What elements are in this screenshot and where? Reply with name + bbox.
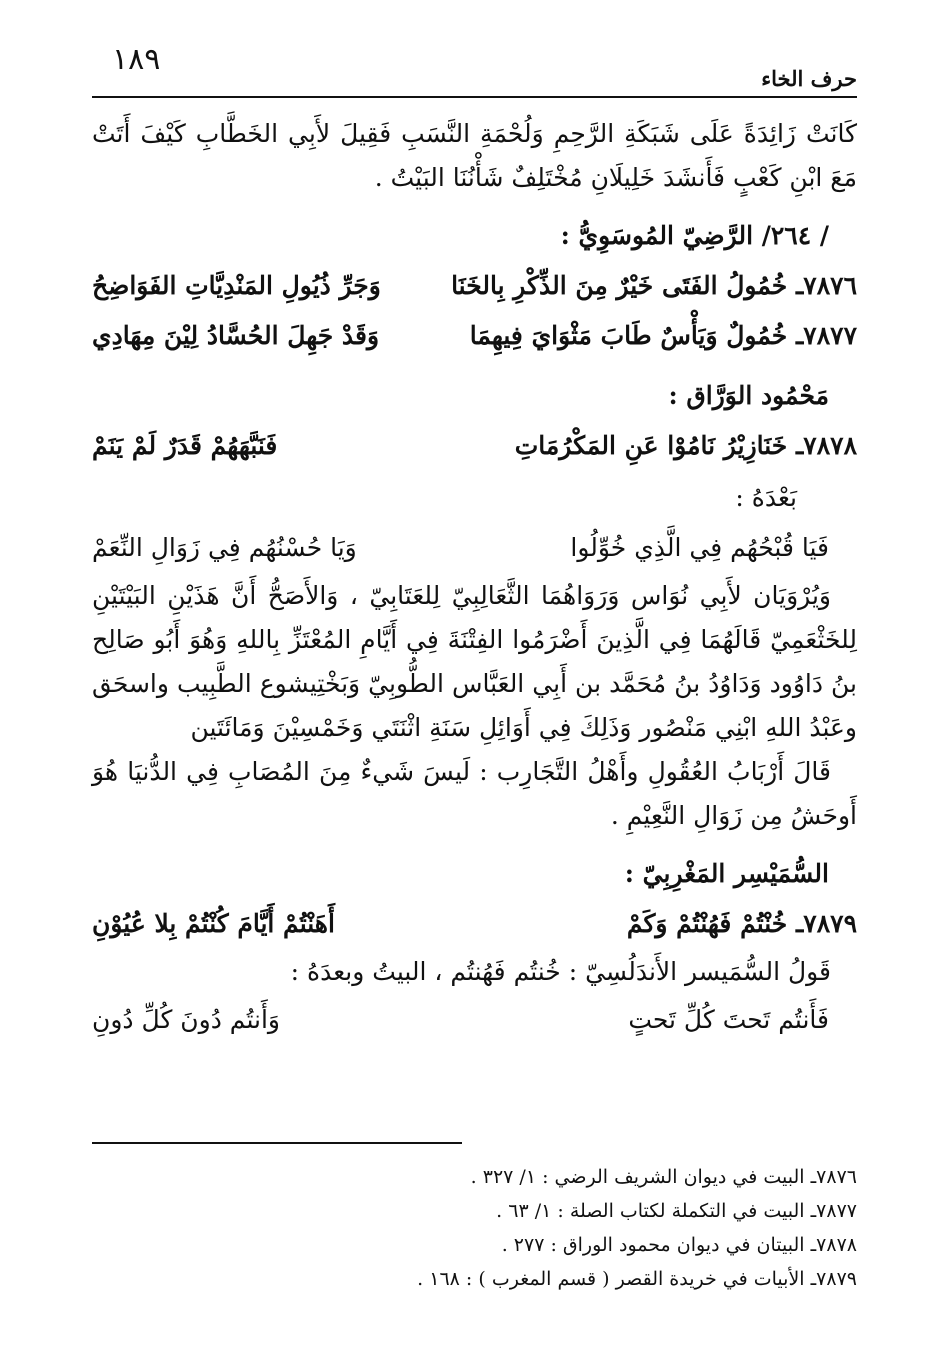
after-label: بَعْدَهُ : <box>735 483 797 512</box>
verse-first-hemistich: ٧٨٧٩ـ خُنْتُمْ فَهُنْتُمْ وَكَمْ <box>626 909 857 938</box>
verse-after <box>92 524 857 572</box>
poet-heading-warraq: مَحْمُود الوَرَّاق : <box>668 381 829 410</box>
verse-first-hemistich: فَيَا قُبْحُهُم فِي الَّذِي خُوِّلُوا <box>570 533 829 562</box>
verse-second-hemistich: وَيَا حُسْنُهُم فِي زَوَالِ النِّعَمْ <box>92 533 357 562</box>
running-head: حرف الخاء <box>761 66 857 91</box>
footnote: ٧٨٧٩ـ الأبيات في خريدة القصر ( قسم المغرب ) : ١٦٨ . <box>417 1268 857 1290</box>
main-text <box>92 112 857 1046</box>
commentary-paragraph: وَيُرْوَيَان لأَبِي نُوَاس وَرَوَاهُمَا الثَّعَالِبِيّ لِلعَتَابِيّ ، وَالأَصَحُّ أَنَّ هَذَيْنِ البَيْتَيْنِ لِلخَثْعَمِيّ قَالَهُمَا فِي الَّذِينَ أَضْرَمُوا الفِتْنَةَ فِي أَيَّامِ المُعْتَزِّ بِاللهِ وَهُوَ أَبُو صَالِح بنُ دَاوُود وَدَاوُدُ بنُ مُحَمَّد بن أَبِي العَبَّاس الطُّوبِيّ وَبَخْتِيشوع الطَّبِيب واسحَق وعَبْدُ اللهِ ابْنِي مَنْصُور وَذَلِكَ فِي أَوَائِلِ سَنَةِ اثْنَتَي وَخَمْسِيْنَ وَمَائَتَين <box>92 581 857 742</box>
verse-last <box>92 996 857 1044</box>
page-number: ١٨٩ <box>112 42 161 77</box>
sumaysir-note: قَولُ السُّمَيسر الأَندَلُسِيّ : خُنتُم فَهُنتُم ، البيتُ وبعدَهُ : <box>290 957 831 986</box>
verse-7879 <box>92 900 857 948</box>
verse-second-hemistich: وَأَنتُم دُونَ كُلِّ دُونِ <box>92 1005 280 1034</box>
verse-second-hemistich: فَنَبَّهَهُمْ قَدَرٌ لَمْ يَنَمْ <box>92 431 278 460</box>
verse-second-hemistich: وَجَرِّ ذُيُولِ المَنْدِيَّاتِ الفَوَاضِحُ <box>92 271 381 300</box>
sayings-paragraph: قَالَ أَرْبَابُ العُقُولِ وأَهْلُ التَّجَارِب : لَيسَ شَيءٌ مِنَ المُصَابِ فِي الدُّنيَا هُوَ أَوحَشُ مِن زَوَالِ النَّعِيْمِ . <box>92 757 857 830</box>
header-rule <box>92 96 857 98</box>
page-header <box>92 42 857 98</box>
verse-7876 <box>92 262 857 310</box>
verse-first-hemistich: فَأَنتُم تَحتَ كُلِّ تَحتٍ <box>628 1005 829 1034</box>
verse-7878 <box>92 422 857 470</box>
footnote: ٧٨٧٨ـ البيتان في ديوان محمود الوراق : ٢٧٧ . <box>501 1234 857 1256</box>
verse-second-hemistich: وَقَدْ جَهِلَ الحُسَّادُ لِيْنَ مِهَادِي <box>92 321 380 350</box>
footnote-rule <box>92 1142 462 1144</box>
verse-first-hemistich: ٧٨٧٨ـ خَنَازِيْرُ نَامُوْا عَنِ المَكْرُمَاتِ <box>514 431 857 460</box>
intro-paragraph: كَانَتْ زَائِدَةً عَلَى شَبَكَةِ الرَّحِمِ وَلُحْمَةِ النَّسَبِ فَقِيلَ لأَبِي الخَطَّابِ كَيْفَ أَتَتْ مَعَ ابْنِ كَعْبٍ فَأَنشَدَ خَلِيلَانِ مُخْتَلِفٌ شَأْنُنَا البَيْتُ . <box>92 119 857 192</box>
footnote: ٧٨٧٧ـ البيت في التكملة لكتاب الصلة : ١/ ٦٣ . <box>496 1200 857 1222</box>
verse-7877 <box>92 312 857 360</box>
verse-first-hemistich: ٧٨٧٦ـ خُمُولُ الفَتَى خَيْرٌ مِنَ الذِّكْرِ بِالخَنَا <box>451 271 857 300</box>
poet-heading-sumaysir: السُّمَيْسِر المَغْرِبِيّ : <box>624 859 829 888</box>
verse-second-hemistich: أَهَنْتُمْ أَيَّامَ كُنْتُمْ بِلا عُيُوْنِ <box>92 909 335 938</box>
verse-first-hemistich: ٧٨٧٧ـ خُمُولٌ وَيَأْسٌ طَابَ مَثْوَايَ فِيهِمَا <box>469 321 857 350</box>
footnotes <box>92 1160 857 1296</box>
footnote: ٧٨٧٦ـ البيت في ديوان الشريف الرضي : ١/ ٣٢٧ . <box>470 1166 857 1188</box>
poet-heading-radi: / ٢٦٤/ الرَّضِيّ المُوسَوِيُّ : <box>560 221 829 250</box>
